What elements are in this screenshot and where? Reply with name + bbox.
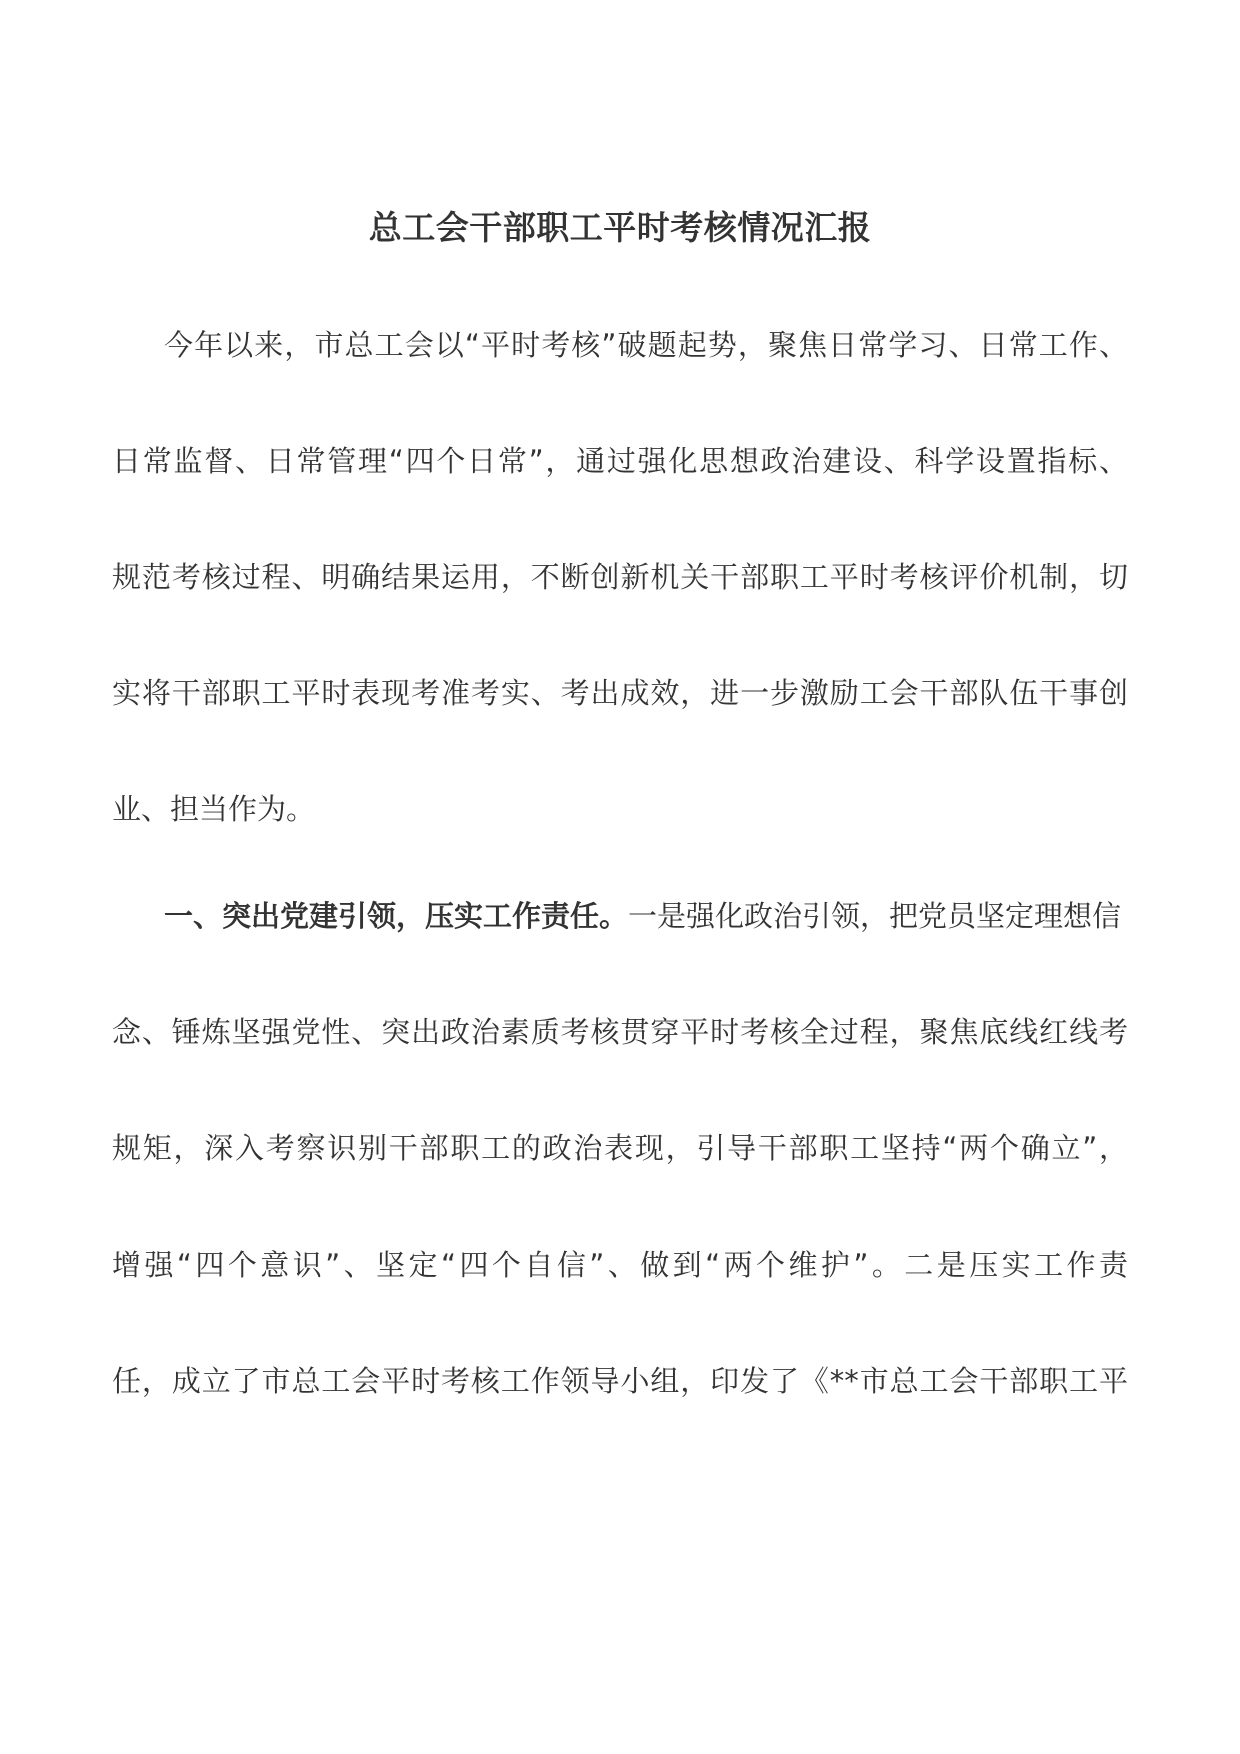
paragraph-1-line-2: 日常监督、日常管理“四个日常”，通过强化思想政治建设、科学设置指标、: [112, 444, 1128, 478]
paragraph-1-line-5: 业、担当作为。: [112, 792, 316, 826]
paragraph-2-line-1: [164, 888, 1128, 944]
paragraph-1-line-1: 今年以来，市总工会以“平时考核”破题起势，聚焦日常学习、日常工作、: [164, 328, 1128, 362]
paragraph-2-line-1-text: 一是强化政治引领，把党员坚定理想信: [628, 899, 1122, 933]
document-title: 总工会干部职工平时考核情况汇报: [368, 208, 872, 247]
paragraph-2-line-3: 规矩，深入考察识别干部职工的政治表现，引导干部职工坚持“两个确立”，: [112, 1131, 1128, 1165]
section-heading: 一、突出党建引领，压实工作责任。: [164, 899, 629, 933]
paragraph-2-line-5: 任，成立了市总工会平时考核工作领导小组，印发了《**市总工会干部职工平: [112, 1364, 1128, 1398]
paragraph-2-line-2: 念、锤炼坚强党性、突出政治素质考核贯穿平时考核全过程，聚焦底线红线考: [112, 1015, 1128, 1049]
paragraph-1-line-4: 实将干部职工平时表现考准考实、考出成效，进一步激励工会干部队伍干事创: [112, 676, 1128, 710]
paragraph-2-line-4: 增强“四个意识”、坚定“四个自信”、做到“两个维护”。二是压实工作责: [112, 1248, 1128, 1282]
paragraph-1-line-3: 规范考核过程、明确结果运用，不断创新机关干部职工平时考核评价机制，切: [112, 560, 1128, 594]
